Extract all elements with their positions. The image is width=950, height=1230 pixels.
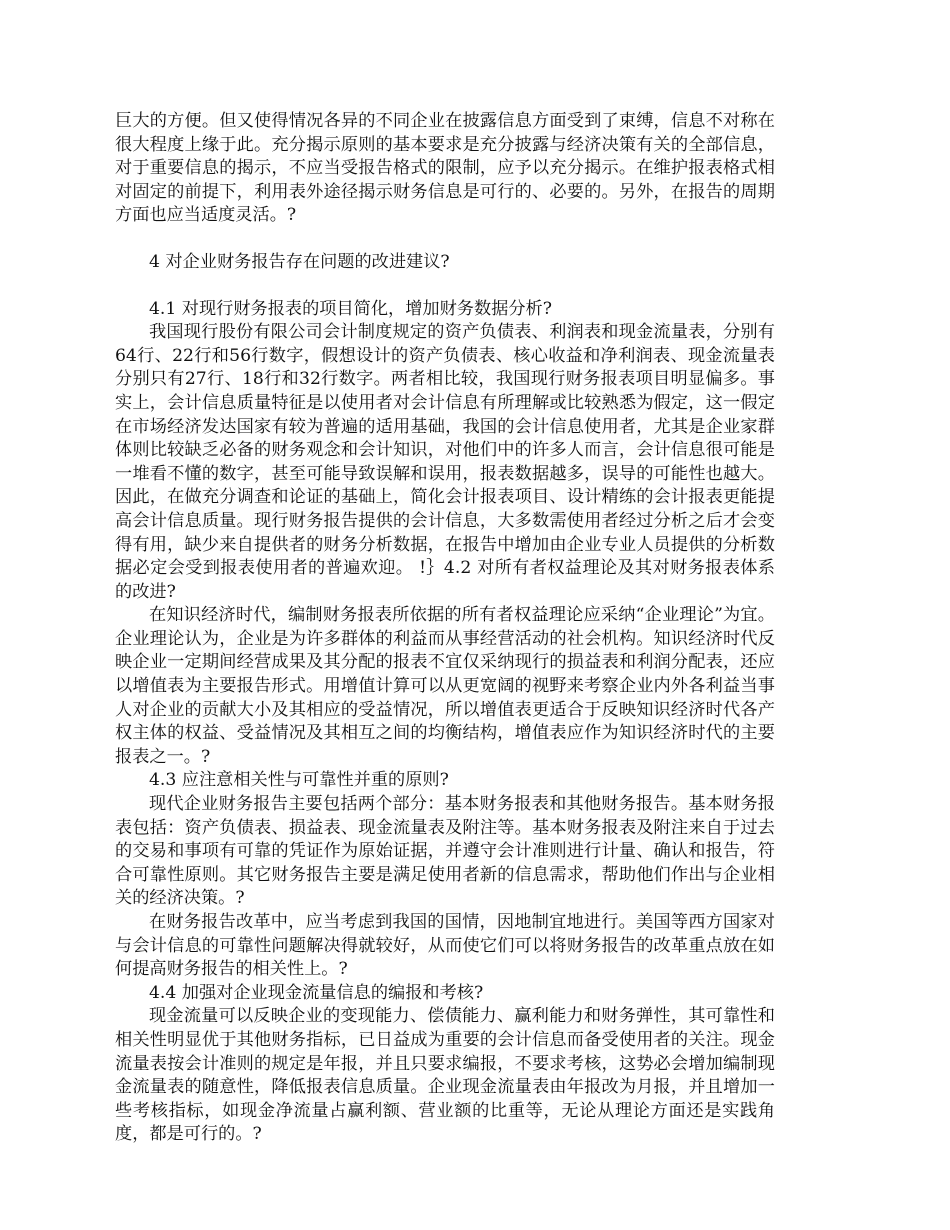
section-heading-4-1: 4.1 对现行财务报表的项目简化，增加财务数据分析? [149,298,552,319]
paragraph-4-1: 我国现行股份有限公司会计制度规定的资产负债表、利润表和现金流量表，分别有64行、22行和56行数字，假想设计的资产负债表、核心收益和净利润表、现金流量表分别只有27行、18行和32行数字。两者相比较，我国现行财务报表项目明显偏多。事实上，会计信息质量特征是以使用者对会计信息有所理解或比较熟悉为假定，这一假定在市场经济发达国家有较为普遍的适用基础，我国的会计信息使用者，尤其是企业家群体则比较缺乏必备的财务观念和会计知识，对他们中的许多人而言，会计信息很可能是一堆看不懂的数字，甚至可能导致误解和误用，报表数据越多，误导的可能性也越大。因此，在做充分调查和论证的基础上，简化会计报表项目、设计精练的会计报表更能提高会计信息质量。现行财务报告提供的会计信息，大多数需使用者经过分析之后才会变得有用，缺少来自提供者的财务分析数据，在报告中增加由企业专业人员提供的分析数据必定会受到报表使用者的普遍欢迎。 !｝4.2 对所有者权益理论及其对财务报表体系的改进? [115,322,775,602]
section-heading-4-3: 4.3 应注意相关性与可靠性并重的原则? [149,770,449,791]
paragraph-4-2: 在知识经济时代，编制财务报表所依据的所有者权益理论应采纳“企业理论”为宜。企业理论认为，企业是为许多群体的利益而从事经营活动的社会机构。知识经济时代反映企业一定期间经营成果及其分配的报表不宜仅采纳现行的损益表和利润分配表，还应以增值表为主要报告形式。用增值计算可以从更宽阔的视野来考察企业内外各利益当事人对企业的贡献大小及其相应的受益情况，所以增值表更适合于反映知识经济时代各产权主体的权益、受益情况及其相互之间的均衡结构，增值表应作为知识经济时代的主要报表之一。? [115,605,775,767]
paragraph-4-3-a: 现代企业财务报告主要包括两个部分：基本财务报表和其他财务报告。基本财务报表包括：资产负债表、损益表、现金流量表及附注等。基本财务报表及附注来自于过去的交易和事项有可靠的凭证作为原始证据，并遵守会计准则进行计量、确认和报告，符合可靠性原则。其它财务报告主要是满足使用者新的信息需求，帮助他们作出与企业相关的经济决策。? [115,794,775,909]
paragraph-4-4: 现金流量可以反映企业的变现能力、偿债能力、赢利能力和财务弹性，其可靠性和相关性明显优于其他财务指标，已日益成为重要的会计信息而备受使用者的关注。现金流量表按会计准则的规定是年报，并且只要求编报，不要求考核，这势必会增加编制现金流量表的随意性，降低报表信息质量。企业现金流量表由年报改为月报，并且增加一些考核指标，如现金净流量占赢利额、营业额的比重等，无论从理论方面还是实践角度，都是可行的。? [115,1006,775,1145]
paragraph-4-3-b: 在财务报告改革中，应当考虑到我国的国情，因地制宜地进行。美国等西方国家对与会计信息的可靠性问题解决得就较好，从而使它们可以将财务报告的改革重点放在如何提高财务报告的相关性上。? [115,912,775,980]
document-page [115,110,775,1147]
section-heading-4: 4 对企业财务报告存在问题的改进建议? [149,251,450,272]
section-heading-4-4: 4.4 加强对企业现金流量信息的编报和考核? [149,982,484,1003]
paragraph-intro: 巨大的方便。但又使得情况各异的不同企业在披露信息方面受到了束缚，信息不对称在很大程度上缘于此。充分揭示原则的基本要求是充分披露与经济决策有关的全部信息，对于重要信息的揭示，不应当受报告格式的限制，应予以充分揭示。在维护报表格式相对固定的前提下，利用表外途径揭示财务信息是可行的、必要的。另外，在报告的周期方面也应当适度灵活。? [115,111,775,226]
